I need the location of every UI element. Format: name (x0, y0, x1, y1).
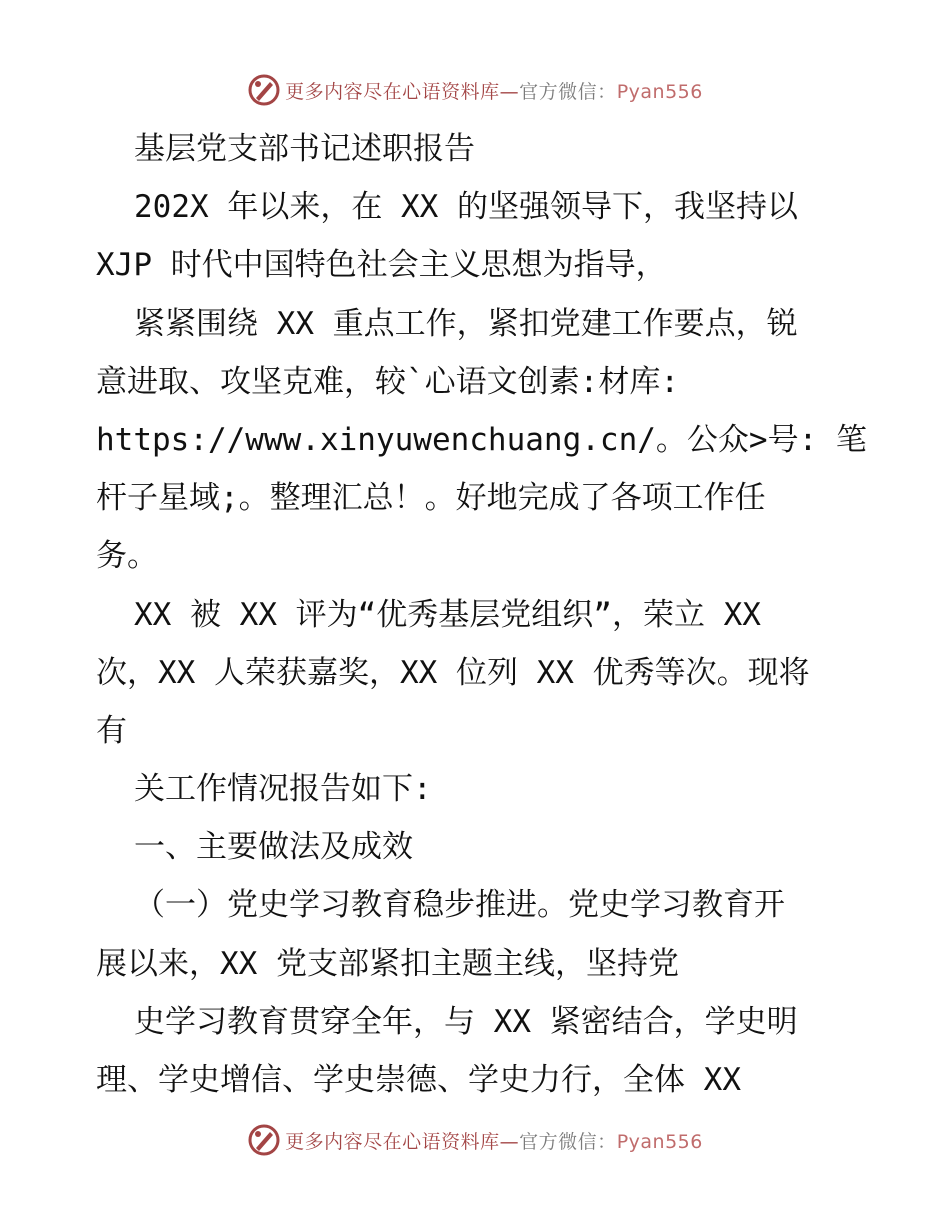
document-line: 基层党支部书记述职报告 (134, 131, 475, 167)
watermark-banner-bottom (0, 1120, 950, 1160)
document-line: 有 (96, 712, 127, 749)
watermark-main: 更多内容尽在心语资料库 (285, 80, 500, 103)
document-line: 一、主要做法及成效 (134, 829, 413, 866)
document-body (96, 120, 896, 1109)
watermark-account-label: 官方微信： (519, 1130, 617, 1153)
document-line: 史学习教育贯穿全年，与 XX 紧密结合，学史明 (134, 1003, 798, 1040)
watermark-main: 更多内容尽在心语资料库 (285, 1130, 500, 1153)
document-line: https://www.xinyuwenchuang.cn/。公众>号: 笔 (96, 421, 867, 458)
watermark-dash: — (499, 80, 520, 103)
document-line: 务。 (96, 538, 158, 575)
watermark-handle: Pyan556 (616, 1130, 703, 1153)
document-line: XJP 时代中国特色社会主义思想为指导， (96, 247, 667, 284)
watermark-dash: — (499, 1130, 520, 1153)
watermark-text (285, 1127, 703, 1154)
document-line: （一）党史学习教育稳步推进。党史学习教育开 (134, 887, 785, 924)
document-line: 次，XX 人荣获嘉奖，XX 位列 XX 优秀等次。现将 (96, 654, 810, 691)
pen-seal-icon (247, 73, 281, 107)
watermark-handle: Pyan556 (616, 80, 703, 103)
pen-seal-icon (247, 1123, 281, 1157)
document-line: 展以来，XX 党支部紧扣主题主线，坚持党 (96, 945, 679, 982)
document-line: XX 被 XX 评为“优秀基层党组织”，荣立 XX (134, 596, 761, 633)
watermark-banner-top (0, 70, 950, 110)
watermark-account-label: 官方微信： (519, 80, 617, 103)
document-line: 杆子星域;。整理汇总！。好地完成了各项工作任 (96, 480, 766, 517)
document-line: 关工作情况报告如下: (134, 771, 432, 808)
document-line: 理、学史增信、学史崇德、学史力行，全体 XX (96, 1062, 741, 1098)
document-line: 意进取、攻坚克难，较`心语文创素:材库: (96, 363, 679, 400)
watermark-text (285, 77, 703, 104)
document-line: 202X 年以来，在 XX 的坚强领导下，我坚持以 (134, 189, 798, 226)
document-line: 紧紧围绕 XX 重点工作，紧扣党建工作要点，锐 (134, 305, 798, 342)
